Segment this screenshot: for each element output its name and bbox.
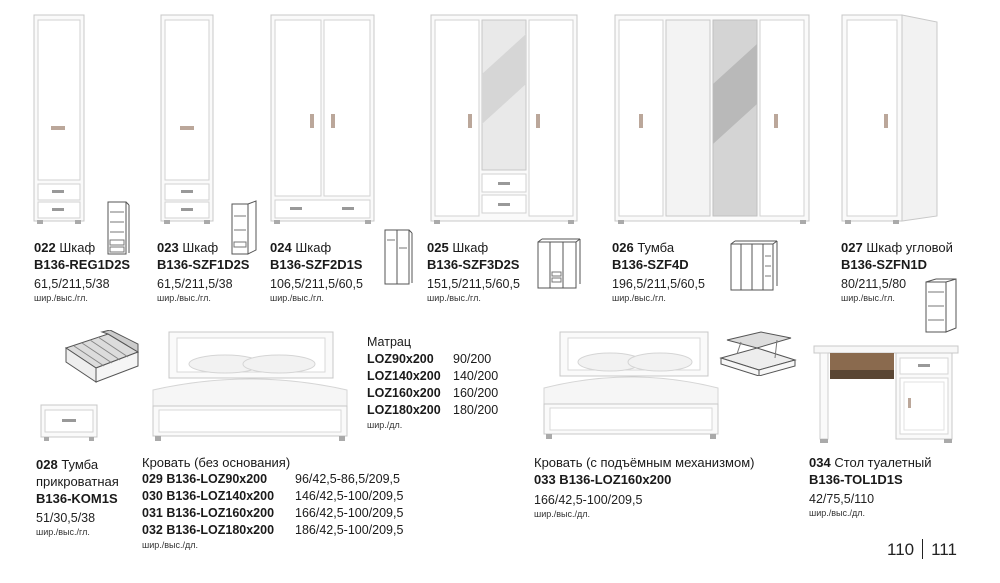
product-dimensions: 61,5/211,5/38 bbox=[34, 277, 110, 291]
product-code: B136-SZFN1D bbox=[841, 257, 927, 272]
mattress-row bbox=[367, 351, 498, 368]
product-name: Шкаф bbox=[182, 240, 219, 255]
product-034-caption bbox=[809, 455, 931, 519]
mattress-size: 90/200 bbox=[453, 352, 492, 366]
mattress-block bbox=[367, 334, 498, 431]
bed-dimensions: 186/42,5-100/209,5 bbox=[295, 523, 404, 537]
dimension-units: шир./выс./гл. bbox=[841, 293, 895, 303]
lift-bed-image bbox=[538, 330, 724, 440]
bed-code: 032 B136-LOZ180x200 bbox=[142, 523, 275, 537]
product-dimensions: 106,5/211,5/60,5 bbox=[270, 277, 363, 291]
product-name: Тумба bbox=[61, 457, 99, 472]
product-024-caption bbox=[270, 240, 363, 304]
vanity-table-image bbox=[812, 344, 960, 444]
dimension-units: шир./выс./гл. bbox=[270, 293, 324, 303]
product-028-caption bbox=[36, 456, 119, 538]
dimension-units: шир./выс./дл. bbox=[142, 540, 199, 550]
wardrobe-022-image bbox=[33, 14, 85, 224]
bed-dimensions: 146/42,5-100/209,5 bbox=[295, 489, 404, 503]
product-code: B136-SZF1D2S bbox=[157, 257, 250, 272]
product-number: 028 bbox=[36, 457, 58, 472]
lift-bed-code: 033 B136-LOZ160x200 bbox=[534, 472, 672, 487]
product-number: 026 bbox=[612, 240, 634, 255]
bed-row bbox=[142, 505, 403, 522]
product-number: 027 bbox=[841, 240, 863, 255]
mattress-size: 180/200 bbox=[453, 403, 499, 417]
wardrobe-025-image bbox=[430, 14, 578, 224]
product-name: Шкаф bbox=[452, 240, 489, 255]
mattress-title: Матрац bbox=[367, 335, 412, 349]
bed-caption bbox=[142, 455, 403, 551]
mattress-code: LOZ140x200 bbox=[367, 369, 441, 383]
bed-dimensions: 166/42,5-100/209,5 bbox=[295, 506, 404, 520]
page-numbers bbox=[887, 539, 957, 560]
product-dimensions: 42/75,5/110 bbox=[809, 492, 875, 506]
product-code: B136-KOM1S bbox=[36, 491, 118, 506]
page-divider bbox=[922, 539, 924, 559]
product-023-caption bbox=[157, 240, 249, 304]
product-code: B136-TOL1D1S bbox=[809, 472, 903, 487]
wardrobe-023-image bbox=[160, 14, 214, 224]
product-code: B136-SZF2D1S bbox=[270, 257, 363, 272]
bed-frame-sketch bbox=[62, 330, 140, 386]
product-code: B136-REG1D2S bbox=[34, 257, 131, 272]
mattress-code: LOZ90x200 bbox=[367, 352, 434, 366]
dimension-units: шир./выс./дл. bbox=[534, 509, 591, 519]
bed-row bbox=[142, 471, 403, 488]
product-027-caption bbox=[841, 240, 953, 304]
bed-code: 029 B136-LOZ90x200 bbox=[142, 472, 268, 486]
product-dimensions: 61,5/211,5/38 bbox=[157, 277, 233, 291]
product-022-caption bbox=[34, 240, 130, 304]
bed-row bbox=[142, 522, 403, 539]
wardrobe-025-thumb bbox=[536, 238, 582, 290]
product-dimensions: 151,5/211,5/60,5 bbox=[427, 277, 520, 291]
bed-code: 031 B136-LOZ160x200 bbox=[142, 506, 275, 520]
dimension-units: шир./выс./гл. bbox=[612, 293, 666, 303]
product-number: 034 bbox=[809, 455, 831, 470]
product-026-caption bbox=[612, 240, 705, 304]
page-number-left: 110 bbox=[887, 540, 915, 559]
bed-code: 030 B136-LOZ140x200 bbox=[142, 489, 275, 503]
product-name: Шкаф bbox=[59, 240, 96, 255]
dimension-units: шир./дл. bbox=[367, 420, 403, 430]
product-code: B136-SZF4D bbox=[612, 257, 689, 272]
product-dimensions: 51/30,5/38 bbox=[36, 511, 96, 525]
lift-bed-dimensions: 166/42,5-100/209,5 bbox=[534, 493, 643, 507]
product-name: Шкаф bbox=[295, 240, 332, 255]
wardrobe-026-thumb bbox=[729, 240, 779, 292]
page-number-right: 111 bbox=[931, 540, 957, 559]
mattress-size: 140/200 bbox=[453, 369, 499, 383]
dimension-units: шир./выс./гл. bbox=[34, 293, 88, 303]
lift-bed-title: Кровать (с подъёмным механизмом) bbox=[534, 455, 755, 470]
wardrobe-024-thumb bbox=[383, 228, 413, 286]
product-number: 024 bbox=[270, 240, 292, 255]
product-name-line2: прикроватная bbox=[36, 474, 119, 489]
product-number: 023 bbox=[157, 240, 179, 255]
product-number: 025 bbox=[427, 240, 449, 255]
product-name: Тумба bbox=[637, 240, 675, 255]
lift-mechanism-sketch bbox=[717, 330, 797, 376]
bed-image bbox=[145, 330, 355, 442]
dimension-units: шир./выс./дл. bbox=[809, 508, 866, 518]
product-code: B136-SZF3D2S bbox=[427, 257, 520, 272]
mattress-code: LOZ180x200 bbox=[367, 403, 441, 417]
bed-row bbox=[142, 488, 403, 505]
dimension-units: шир./выс./гл. bbox=[157, 293, 211, 303]
wardrobe-024-image bbox=[270, 14, 375, 224]
wardrobe-027-image bbox=[841, 14, 941, 224]
product-number: 022 bbox=[34, 240, 56, 255]
wardrobe-026-image bbox=[614, 14, 810, 224]
mattress-code: LOZ160x200 bbox=[367, 386, 441, 400]
mattress-row bbox=[367, 402, 498, 419]
mattress-size: 160/200 bbox=[453, 386, 499, 400]
product-025-caption bbox=[427, 240, 520, 304]
product-dimensions: 80/211,5/80 bbox=[841, 277, 907, 291]
nightstand-028-image bbox=[40, 404, 98, 442]
dimension-units: шир./выс./гл. bbox=[427, 293, 481, 303]
product-name: Шкаф угловой bbox=[866, 240, 953, 255]
product-name: Стол туалетный bbox=[834, 455, 932, 470]
bed-dimensions: 96/42,5-86,5/209,5 bbox=[295, 472, 400, 486]
product-dimensions: 196,5/211,5/60,5 bbox=[612, 277, 705, 291]
mattress-row bbox=[367, 385, 498, 402]
lift-bed-caption bbox=[534, 455, 754, 520]
dimension-units: шир./выс./гл. bbox=[36, 527, 90, 537]
bed-title: Кровать (без основания) bbox=[142, 455, 291, 470]
mattress-row bbox=[367, 368, 498, 385]
